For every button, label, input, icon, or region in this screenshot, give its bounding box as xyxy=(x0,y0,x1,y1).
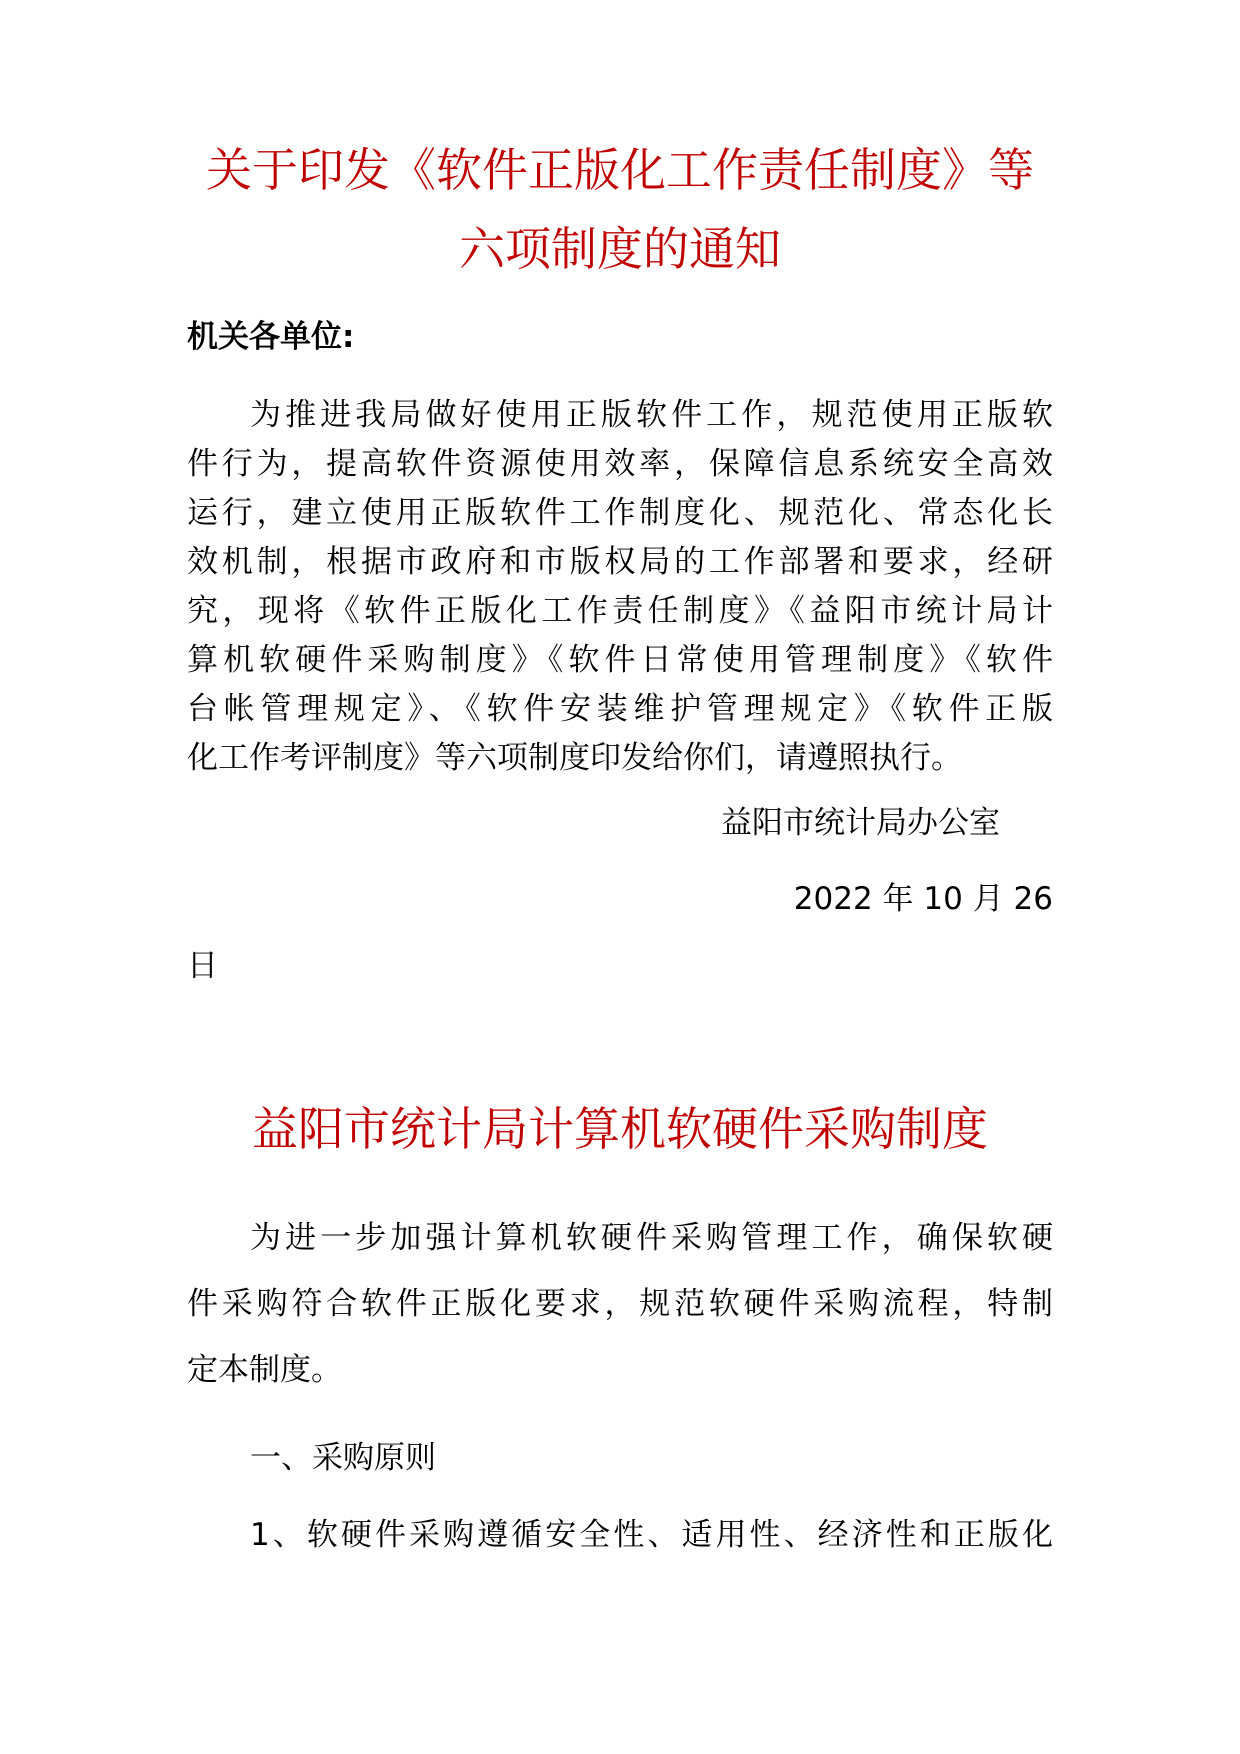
intro-line: 件采购符合软件正版化要求，规范软硬件采购流程，特制 xyxy=(187,1286,1053,1322)
body-line: 为推进我局做好使用正版软件工作，规范使用正版软 xyxy=(250,397,1053,433)
notice-title-line-2: 六项制度的通知 xyxy=(459,222,781,276)
date-line-2: 日 xyxy=(187,948,218,984)
body-line: 化工作考评制度》等六项制度印发给你们，请遵照执行。 xyxy=(187,740,962,776)
notice-title-line-1: 关于印发《软件正版化工作责任制度》等 xyxy=(206,143,1034,197)
body-line: 台帐管理规定》、《软件安装维护管理规定》《软件正版 xyxy=(187,691,1053,727)
intro-line: 为进一步加强计算机软硬件采购管理工作，确保软硬 xyxy=(250,1220,1053,1256)
intro-line: 定本制度。 xyxy=(187,1352,342,1388)
date-line-1: 2022 年 10 月 26 xyxy=(793,881,1053,917)
salutation: 机关各单位: xyxy=(187,319,355,355)
body-line: 究，现将《软件正版化工作责任制度》《益阳市统计局计 xyxy=(187,593,1053,629)
procurement-title: 益阳市统计局计算机软硬件采购制度 xyxy=(252,1102,988,1156)
section-heading: 一、采购原则 xyxy=(250,1440,436,1476)
signature: 益阳市统计局办公室 xyxy=(721,805,1000,841)
body-line: 件行为，提高软件资源使用效率，保障信息系统安全高效 xyxy=(187,446,1053,482)
body-line: 效机制，根据市政府和市版权局的工作部署和要求，经研 xyxy=(187,544,1053,580)
body-line: 运行，建立使用正版软件工作制度化、规范化、常态化长 xyxy=(187,495,1053,531)
list-item: 1、软硬件采购遵循安全性、适用性、经济性和正版化 xyxy=(250,1517,1053,1553)
body-line: 算机软硬件采购制度》《软件日常使用管理制度》《软件 xyxy=(187,642,1053,678)
